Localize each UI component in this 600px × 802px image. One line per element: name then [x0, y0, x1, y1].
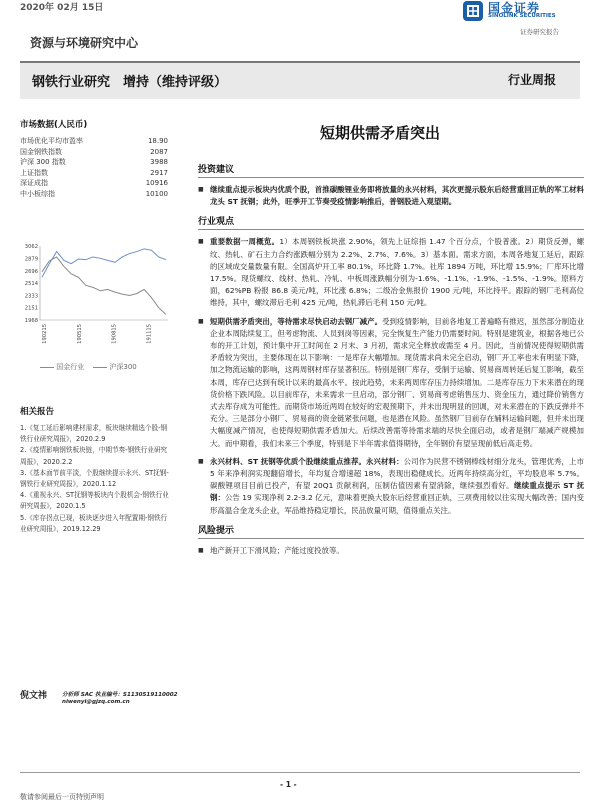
company-logo [462, 0, 580, 26]
section-heading: 投资建议 [198, 162, 584, 178]
market-row: 沪深 300 指数 3988 [20, 158, 168, 167]
paragraph [198, 236, 584, 309]
y-tick-label: 1968 [24, 318, 38, 324]
y-tick-label: 2333 [24, 293, 38, 300]
market-data-title: 市场数据(人民币) [20, 120, 88, 130]
paragraph: ■ 地产新开工下滑风险；产能过度投放等。 [198, 545, 584, 557]
series-line-2 [42, 249, 166, 277]
market-row: 上证指数 2917 [20, 168, 168, 177]
report-type: 证券研究报告 [520, 28, 559, 36]
section-heading: 行业观点 [198, 214, 584, 230]
section-heading: 风险提示 [198, 523, 584, 539]
research-center: 资源与环境研究中心 [30, 36, 139, 50]
main-content [198, 162, 584, 563]
paragraph-lead: 短期供需矛盾突出，等待需求尽快启动去钢厂减产。 [210, 316, 383, 326]
paragraph-lead: 重要数据一周概览。 [210, 237, 280, 247]
paragraph [198, 316, 584, 450]
market-data [20, 118, 168, 200]
footer-divider [20, 772, 580, 773]
y-tick-label: 2514 [24, 281, 38, 288]
page-number: - 1 - [280, 780, 297, 789]
analyst-license: 分析师 SAC 执业编号：S1130519110002 [62, 692, 178, 698]
paragraph-body: 1）本周钢铁板块涨 2.90%，领先上证综指 1.47 个百分点，个股普涨。2）期货反弹，螺纹、热轧、矿石主力合约涨跌幅分别为 2.2%、2.7%、7.6%。3）基本面。需求方面，本周各地复工延后，跟踪的区域成交量数量有限。全国高炉开工率 80.1%，环比降 1.7%。社库 1894 万吨，环比增 15.9%；厂库环比增 17.5%。现货螺纹、线材、热轧、冷轧、中板周涨跌幅分别为-1.6%、-1.1%、-1.9%、-1.5%、-1.9%。原料方面，62%PB 粉报 86.8 美元/吨，环比涨 6.8%；二级冶金焦报价 1900 元/吨，环比持平。跟踪的钢厂毛利高位维持，其中，螺纹滞后毛利 425 元/吨，热轧滞后毛利 150 元/吨。 [210, 237, 585, 308]
x-tick-label: 190815 [111, 324, 118, 344]
chart-legend [40, 362, 137, 372]
related-title: 相关报告 [20, 407, 55, 417]
index-chart [20, 240, 170, 380]
y-tick-label: 2879 [24, 256, 38, 263]
legend-series-2: 沪深300 [109, 363, 137, 371]
x-tick-label: 190515 [76, 324, 83, 344]
x-tick-label: 190215 [42, 324, 48, 344]
market-row: 市场优化平均市盈率 18.90 [20, 137, 168, 145]
report-category: 行业周报 [508, 73, 557, 87]
analyst-email[interactable]: niwenyi@gjzq.com.cn [62, 699, 130, 705]
paragraph-body: 受到疫情影响，目前各地复工普遍略有推迟，虽然部分制造业企业本周陆续复工，但考虑物流、人员到岗等因素，完全恢复生产能力仍需要时间。特别是建筑业，根据各地已公布的开工计划，预计集中开工时间在 2 月末、3 月初，需求完全释放或需至 4 月。因此，当前情况使得短期供需矛盾较为突出，主要体现在以下影响：一是库存大幅增加。现货需求尚未完全启动，钢厂开工率也未有明显下降，加之物流运输的影响，这两周钢材库存显著积压。特别是钢厂库存，受制于运输、贸易商周转延后复工影响，截至本周，库存已达到有统计以来的最高水平。按此趋势，未来两周库存压力持续增加。二是库存压力下未来潜在的现货价格下跌风险。以目前库存，未来需求一旦启动，部分钢厂、贸易商考虑销售压力、资金压力，通过降价销售方式去库存成为可能性。而期货市场近两周在较好的宏观预期下，并未出现明显的回调，对未来潜在的下跌反弹并不充分。三是部分小钢厂、贸易商的资金链紧张问题，也是潜在风险。虽然钢厂目前存在辅料运输问题，但并未出现大幅度减产情况，也使得短期供需矛盾加大。后续改善需等待需求端的尽快全面启动，或者是钢厂端减产规模加大。而中期看，我们未来三个季度，特别是下半年需求值得期待，全年钢价有望呈现前低后高走势。 [210, 316, 585, 448]
related-reports [20, 405, 170, 535]
page-title: 短期供需矛盾突出 [319, 124, 440, 142]
paragraph [198, 456, 584, 517]
logo-en-text: SINOLINK SECURITIES [488, 13, 556, 19]
report-date: 2020年 02月 15日 [20, 3, 104, 13]
market-row: 中小板综指 10100 [20, 189, 168, 198]
paragraph-lead: 继续重点提示 ST 抚钢： [210, 481, 585, 503]
related-report-item[interactable]: 4.《重视永兴、ST抚钢等板块内个股机会-钢铁行业研究周报》，2020.1.5 [20, 491, 169, 511]
industry-rating: 钢铁行业研究 增持（维持评级） [32, 75, 228, 90]
footer-disclaimer: 敬请参阅最后一页特别声明 [20, 793, 104, 801]
y-tick-label: 3062 [24, 244, 38, 250]
related-report-item[interactable]: 3.《基本面节前平淡，个股继续提示永兴、ST抚钢-钢铁行业研究周报》，2020.1.12 [20, 468, 169, 489]
market-row: 国金钢铁指数 2087 [20, 147, 168, 156]
analyst-name: 倪文祎 [20, 691, 48, 701]
related-report-item[interactable]: 5.《库存拐点已现，板块逐步进入年配置期-钢铁行业研究周报》，2019.12.29 [20, 513, 168, 533]
x-tick-label: 191115 [146, 324, 153, 344]
y-tick-label: 2151 [24, 305, 38, 312]
paragraph: ■ 继续重点提示板块内优质个股，首推碳酸锂业务即将放量的永兴材料，其次更提示股东后经营重回正轨的军工材料龙头 ST 抚钢；此外，旺季开工节奏受疫情影响推后，普钢股进入观望期。 [198, 184, 584, 208]
related-report-item[interactable]: 1.《复工延后影响建材需求，板块继续精选个股-钢铁行业研究周报》，2020.2.9 [20, 424, 168, 444]
series-line-1 [42, 257, 166, 314]
market-row: 深证成指 10916 [20, 179, 168, 188]
logo-mark-icon [462, 0, 484, 22]
legend-series-1: 国金行业 [56, 363, 85, 371]
paragraph-lead: 永兴材料、ST 抚钢等优质个股继续重点推荐。永兴材料： [210, 456, 404, 466]
logo-cn-text: 国金证券 [488, 1, 541, 15]
paragraph-body: 公告 19 实现净利 2.2-3.2 亿元，意味着更换大股东后经营重回正轨，三项费用较以往实现大幅改善；国内变形高温合金龙头企业，军品维持稳定增长，民品放量可期，值得重点关注。 [210, 493, 585, 515]
paragraph-body: 公司作为民营不锈钢棒线材细分龙头，管理优秀，上市 5 年来净利润实现翻倍增长，年均复合增速超 18%，表现出稳健成长。近两年持续高分红，平均股息率 5.7%。碳酸锂项目目前已投产，有望 20Q1 贡献利润，压制估值因素有望消除，继续强烈看好。 [210, 456, 584, 491]
related-report-item[interactable]: 2.《疫情影响钢铁板块链，中期节奏-钢铁行业研究周报》，2020.2.2 [20, 446, 168, 466]
y-tick-label: 2696 [24, 268, 38, 275]
